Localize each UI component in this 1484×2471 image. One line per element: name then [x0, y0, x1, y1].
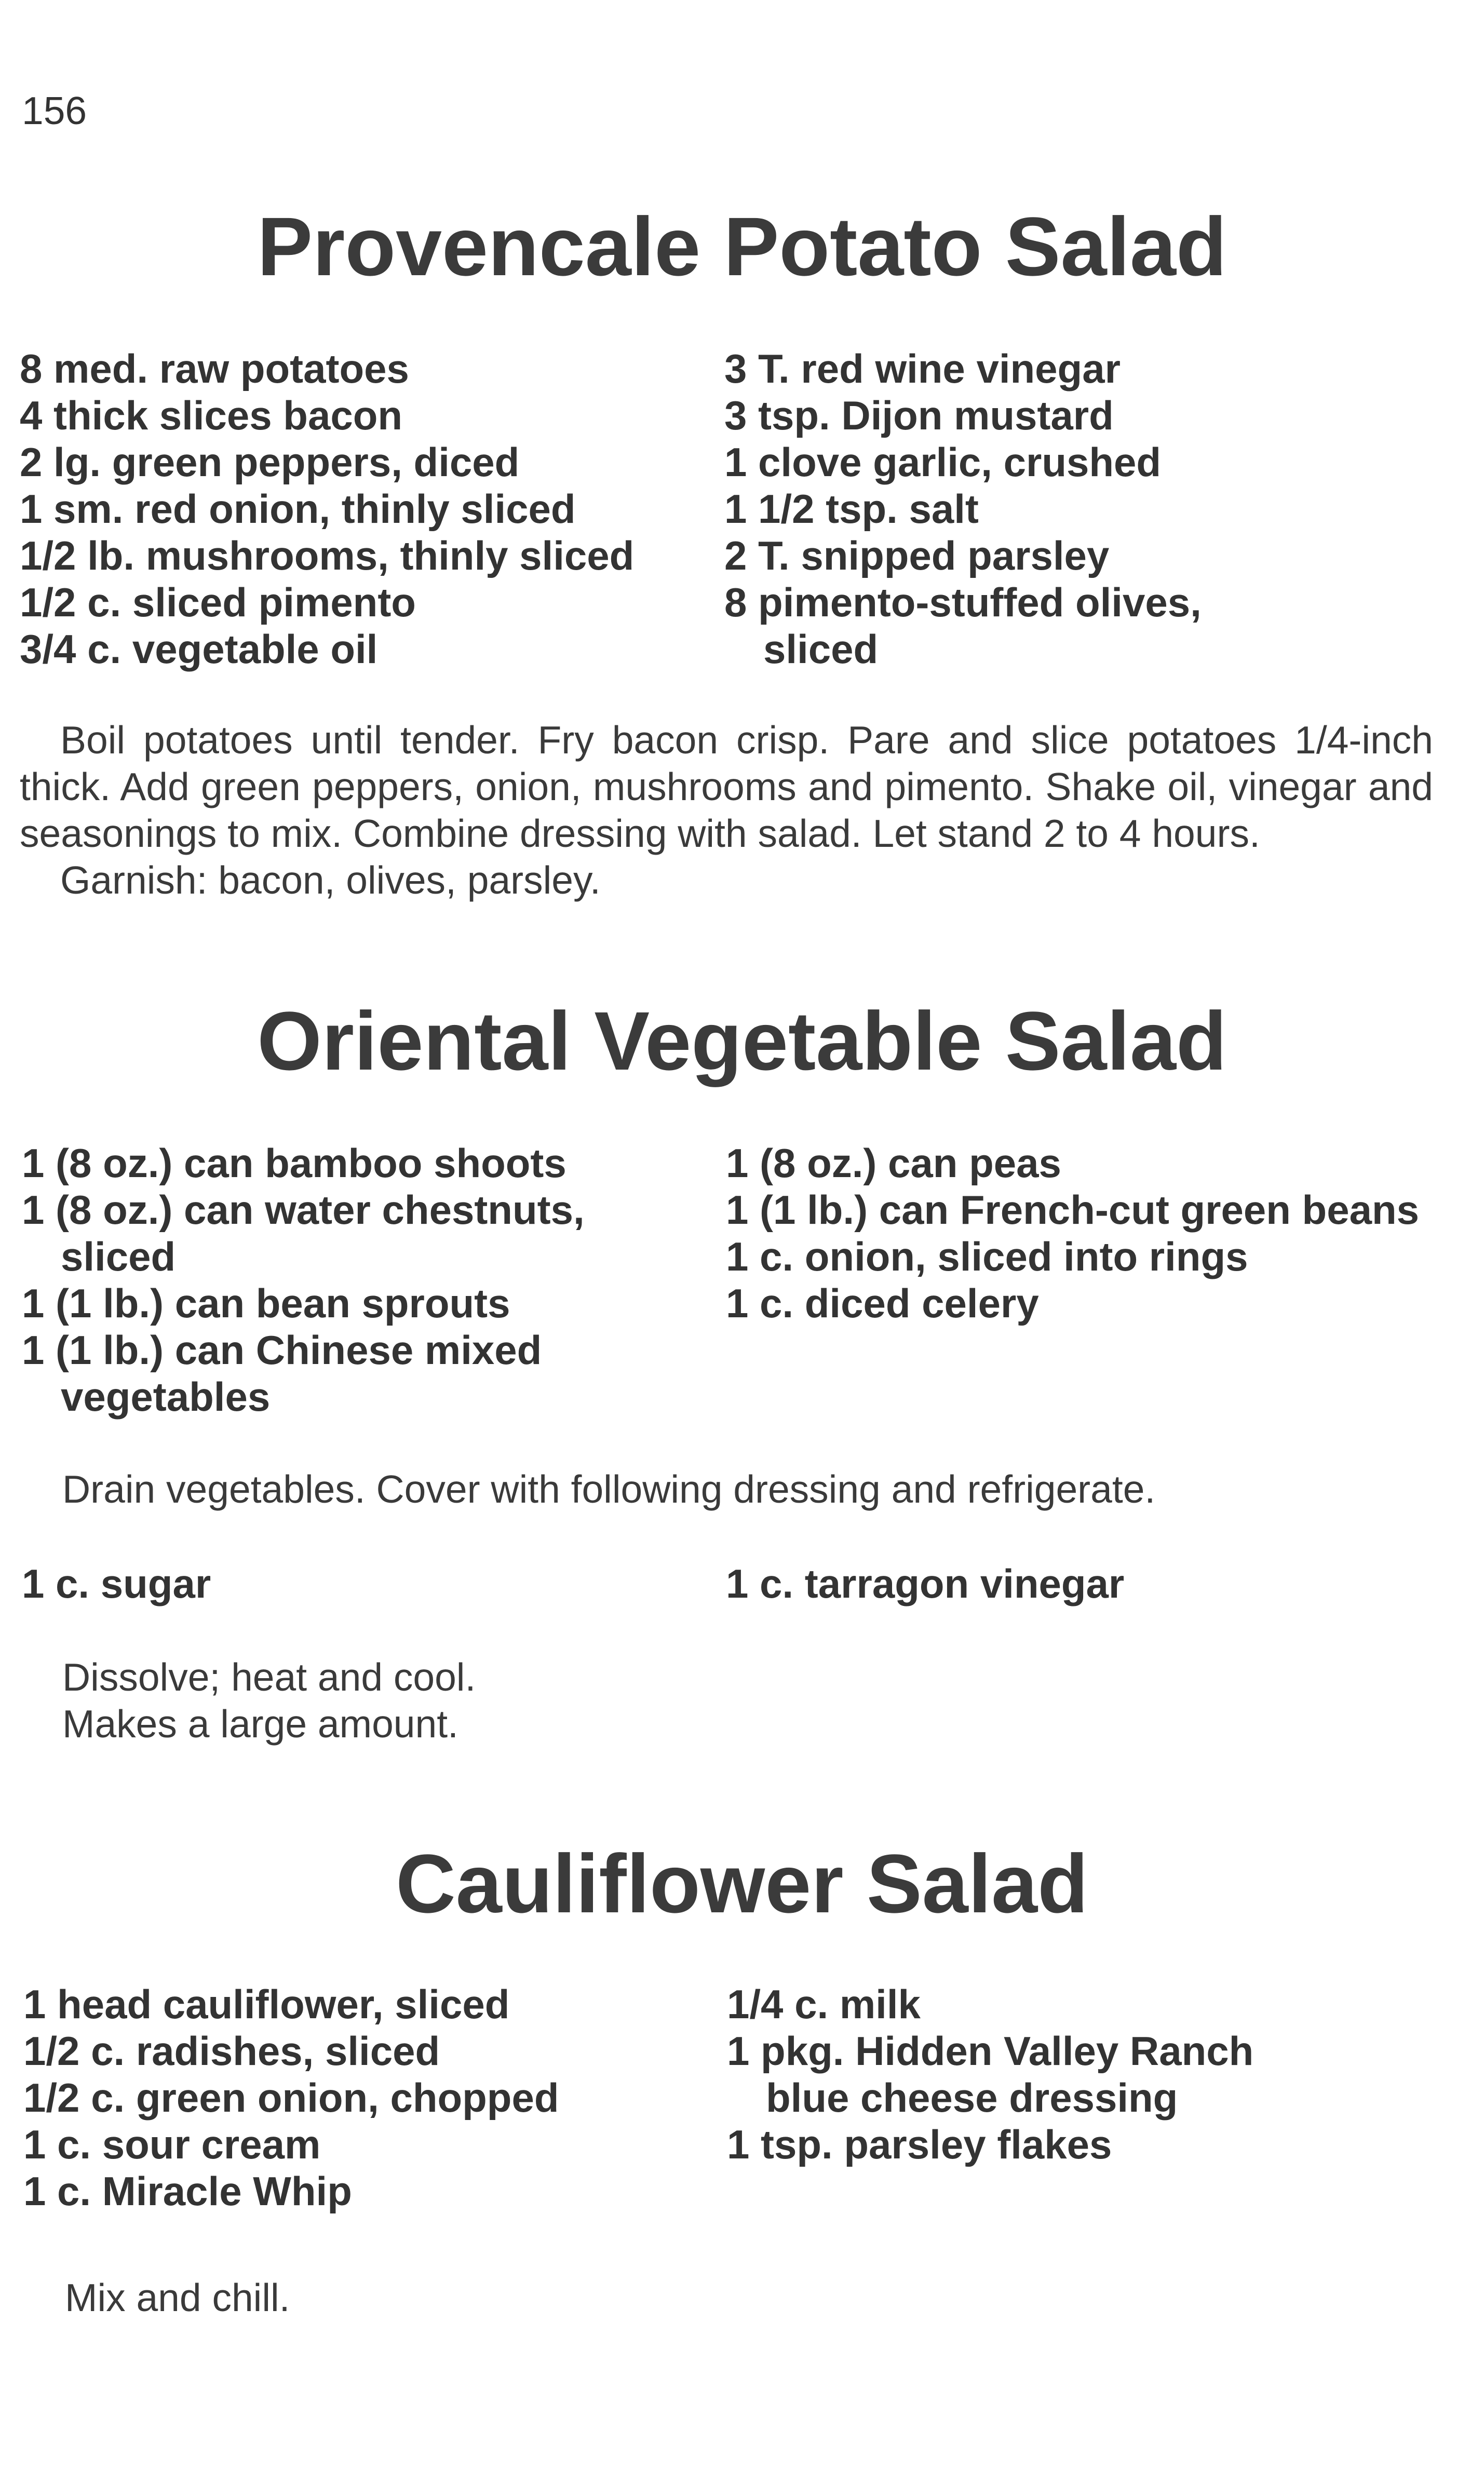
ingredient-item-continued: sliced: [61, 1234, 176, 1279]
ingredient-list-right: [726, 1140, 1419, 1327]
ingredient-list-right: [724, 345, 1202, 672]
recipe-title-cauliflower-salad: Cauliflower Salad: [396, 1837, 1088, 1930]
ingredient-list-left: [23, 1981, 559, 2215]
ingredient-item: 2 lg. green peppers, diced: [20, 439, 520, 485]
ingredient-item: 1/2 c. green onion, chopped: [23, 2075, 559, 2121]
ingredient-item: 2 T. snipped parsley: [724, 533, 1110, 578]
recipe-directions: Mix and chill.: [65, 2276, 290, 2319]
ingredient-item: 1 sm. red onion, thinly sliced: [20, 486, 576, 532]
ingredient-item: 3 tsp. Dijon mustard: [724, 393, 1114, 438]
ingredient-item-continued: blue cheese dressing: [766, 2075, 1178, 2121]
page-number: 156: [22, 89, 87, 132]
ingredient-item: 1/2 lb. mushrooms, thinly sliced: [20, 533, 635, 578]
ingredient-item: 3/4 c. vegetable oil: [20, 626, 378, 672]
ingredient-item: 8 med. raw potatoes: [20, 346, 409, 391]
dressing-ingredient: 1 c. tarragon vinegar: [726, 1561, 1125, 1606]
ingredient-item: 1 c. Miracle Whip: [23, 2168, 352, 2214]
ingredient-item: 3 T. red wine vinegar: [724, 346, 1121, 391]
ingredient-item-continued: sliced: [763, 626, 879, 672]
ingredient-item: 4 thick slices bacon: [20, 393, 403, 438]
dressing-note: Dissolve; heat and cool.: [62, 1655, 476, 1699]
ingredient-list-left: [22, 1140, 585, 1420]
ingredient-item: 1 tsp. parsley flakes: [727, 2122, 1112, 2167]
ingredient-item: 1 head cauliflower, sliced: [23, 1981, 510, 2027]
ingredient-item: 1 (8 oz.) can bamboo shoots: [22, 1140, 566, 1186]
garnish-note: Garnish: bacon, olives, parsley.: [60, 858, 601, 902]
ingredient-item: 1 1/2 tsp. salt: [724, 486, 979, 532]
recipe-directions: Boil potatoes until tender. Fry bacon crisp. Pare and slice potatoes 1/4-inch thick. Add green peppers, onion, mushrooms and pimento. Shake oil, vinegar and seasonings to mix. Combine dressing with salad. Let stand 2 to 4 hours.: [20, 718, 1433, 855]
ingredient-item: 1/2 c. radishes, sliced: [23, 2028, 440, 2074]
ingredient-list-left: [20, 345, 634, 672]
ingredient-item: 1/2 c. sliced pimento: [20, 579, 416, 625]
ingredient-item: 1 c. onion, sliced into rings: [726, 1234, 1248, 1279]
ingredient-item: 1 (8 oz.) can peas: [726, 1140, 1061, 1186]
ingredient-list-right: [727, 1981, 1253, 2168]
recipe-title-provencale-potato-salad: Provencale Potato Salad: [257, 200, 1227, 293]
dressing-ingredient: 1 c. sugar: [22, 1561, 211, 1606]
ingredient-item: 1 c. sour cream: [23, 2122, 321, 2167]
ingredient-item: 1 c. diced celery: [726, 1280, 1039, 1326]
recipe-title-oriental-vegetable-salad: Oriental Vegetable Salad: [257, 994, 1227, 1087]
ingredient-item: 1 pkg. Hidden Valley Ranch: [727, 2028, 1254, 2074]
ingredient-item: 1/4 c. milk: [727, 1981, 921, 2027]
recipe-directions: Drain vegetables. Cover with following dressing and refrigerate.: [62, 1467, 1156, 1511]
ingredient-item: 1 (8 oz.) can water chestnuts,: [22, 1187, 585, 1233]
ingredient-item: 8 pimento-stuffed olives,: [724, 579, 1202, 625]
ingredient-item: 1 clove garlic, crushed: [724, 439, 1162, 485]
ingredient-item-continued: vegetables: [61, 1374, 271, 1420]
ingredient-item: 1 (1 lb.) can French-cut green beans: [726, 1187, 1419, 1233]
yield-note: Makes a large amount.: [62, 1702, 458, 1746]
ingredient-item: 1 (1 lb.) can Chinese mixed: [22, 1327, 542, 1373]
ingredient-item: 1 (1 lb.) can bean sprouts: [22, 1280, 510, 1326]
